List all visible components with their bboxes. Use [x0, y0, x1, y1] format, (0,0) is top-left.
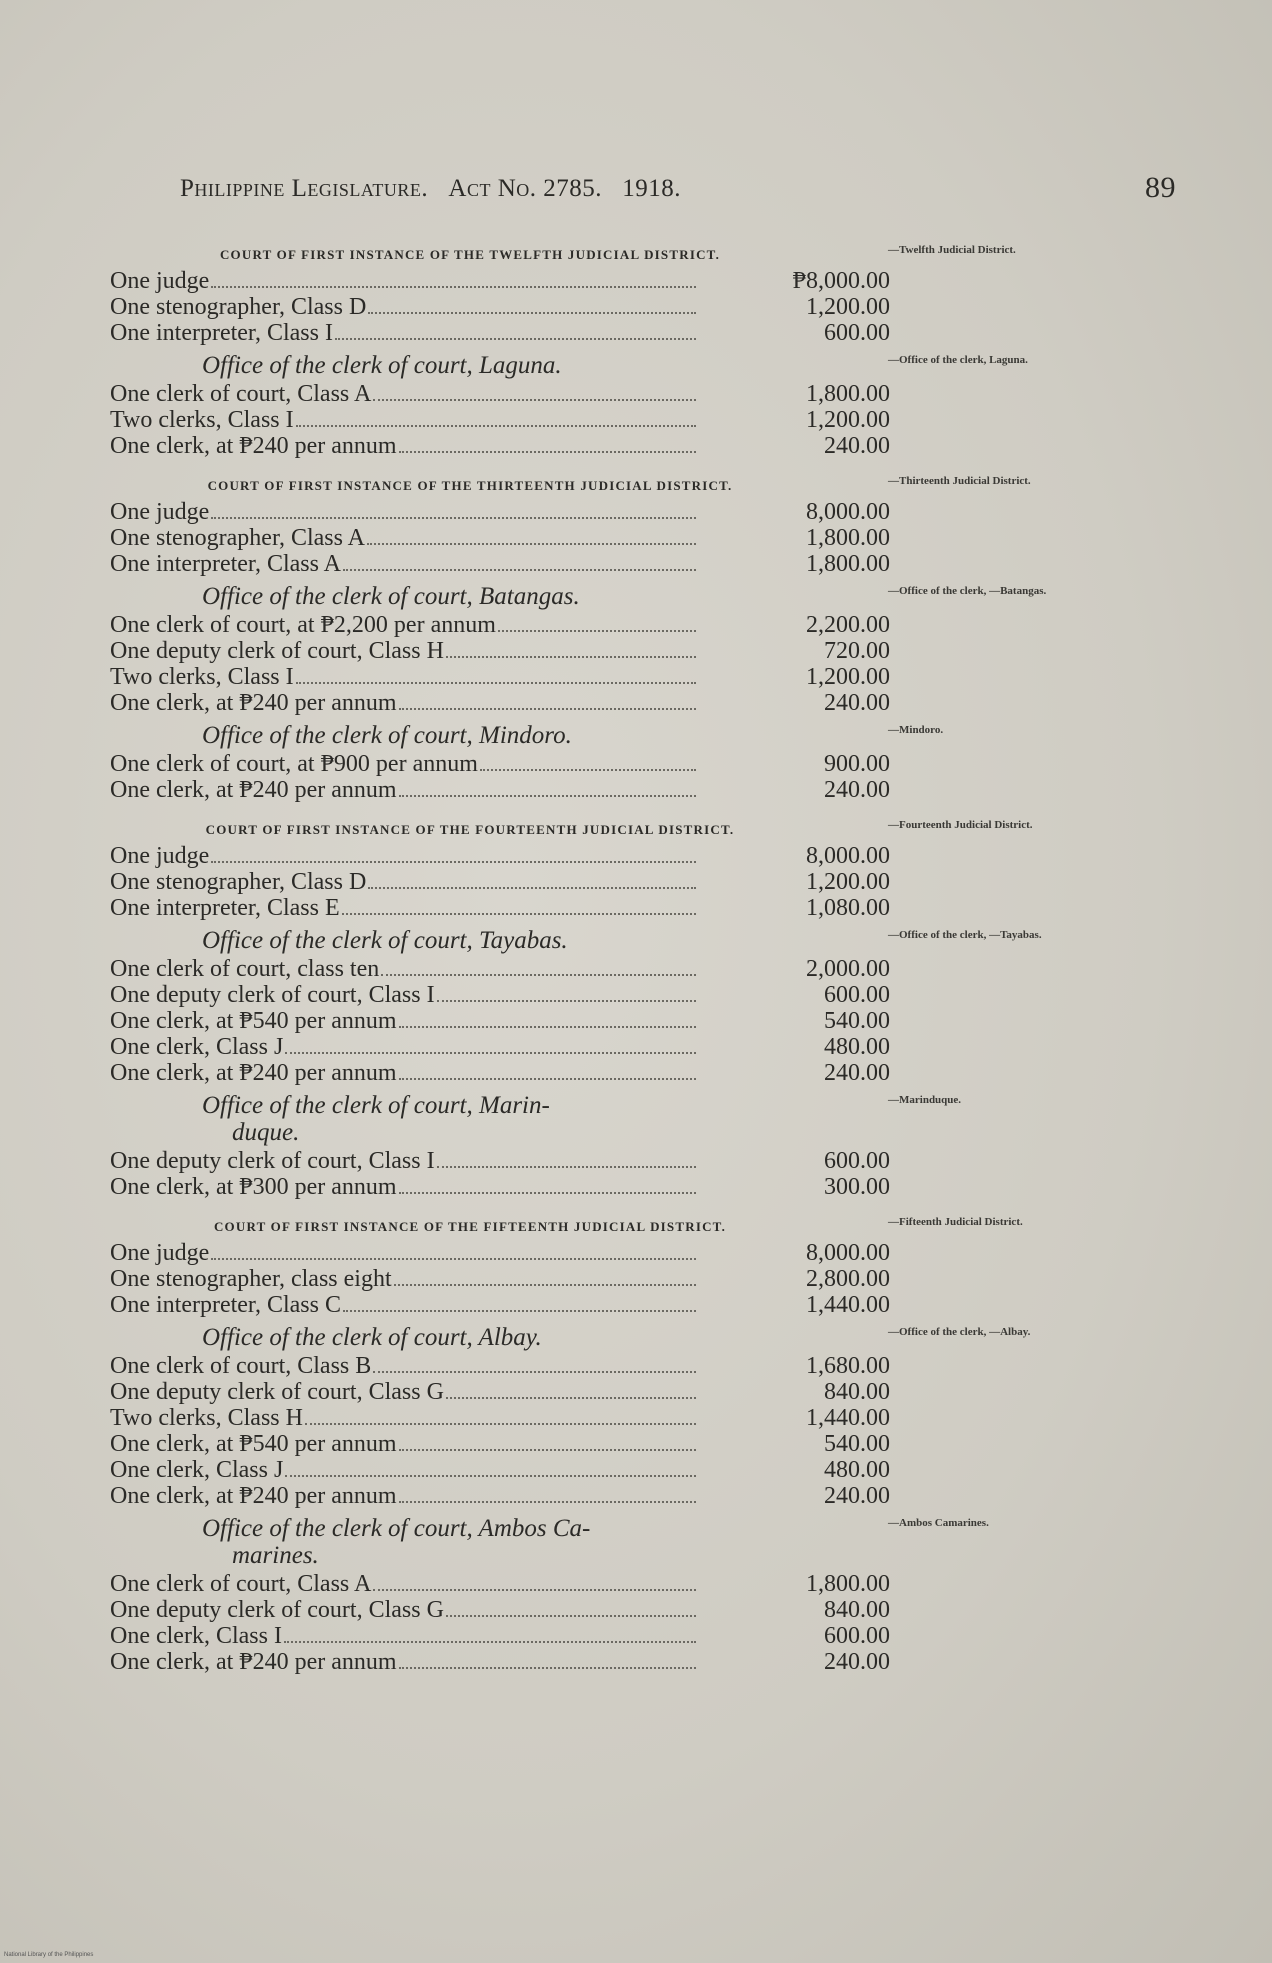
- item-label: One clerk, at ₱240 per annum: [110, 777, 397, 803]
- dot-leader: [305, 1423, 696, 1425]
- year: 1918.: [622, 175, 682, 202]
- office-title-text: Office of the clerk of court, Ambos Ca-: [202, 1515, 591, 1542]
- dot-leader: [446, 656, 696, 658]
- item-amount: 8,000.00: [806, 843, 890, 869]
- office-title-text: Office of the clerk of court, Marin-: [202, 1092, 550, 1119]
- margin-note: —Marinduque.: [888, 1094, 962, 1106]
- item-amount: 840.00: [824, 1379, 890, 1405]
- dot-leader: [343, 1310, 696, 1312]
- item-amount: 720.00: [824, 638, 890, 664]
- item-label: One interpreter, Class A: [110, 551, 341, 577]
- appropriation-row: [110, 1008, 890, 1034]
- item-label: One judge: [110, 268, 210, 294]
- dot-leader: [285, 1475, 696, 1477]
- item-label: One clerk, Class J: [110, 1034, 284, 1060]
- appropriation-row: [110, 320, 890, 346]
- dot-leader: [343, 569, 696, 571]
- dot-leader: [296, 682, 696, 684]
- section-heading: COURT OF FIRST INSTANCE OF THE THIRTEENTH JUDICIAL DISTRICT.: [207, 478, 733, 493]
- office-title-continuation: duque.: [232, 1119, 300, 1146]
- item-amount: 8,000.00: [806, 1240, 890, 1266]
- dot-leader: [211, 861, 696, 863]
- item-label: One judge: [110, 499, 210, 525]
- dot-leader: [446, 1615, 696, 1617]
- appropriation-row: [110, 551, 890, 577]
- item-label: Two clerks, Class I: [110, 664, 294, 690]
- office-title: [110, 583, 722, 610]
- dot-leader: [437, 1166, 696, 1168]
- appropriation-row: [110, 268, 890, 294]
- office-title: [110, 927, 722, 954]
- margin-note: —Office of the clerk, —Albay.: [888, 1326, 1031, 1338]
- item-amount: 240.00: [824, 1649, 890, 1675]
- dot-leader: [399, 1501, 696, 1503]
- dot-leader: [399, 1078, 696, 1080]
- item-amount: 1,440.00: [806, 1292, 890, 1318]
- item-label: One deputy clerk of court, Class H: [110, 638, 444, 664]
- office-title-text: Office of the clerk of court, Tayabas.: [202, 927, 568, 954]
- appropriation-row: [110, 1148, 890, 1174]
- appropriation-row: [110, 1483, 890, 1509]
- item-label: One clerk, at ₱240 per annum: [110, 1483, 397, 1509]
- item-amount: 240.00: [824, 1060, 890, 1086]
- item-amount: 240.00: [824, 690, 890, 716]
- item-amount: 600.00: [824, 982, 890, 1008]
- item-label: One deputy clerk of court, Class G: [110, 1379, 444, 1405]
- margin-note: —Mindoro.: [888, 724, 944, 736]
- item-label: One clerk of court, Class A: [110, 381, 372, 407]
- appropriation-row: [110, 407, 890, 433]
- item-amount: 240.00: [824, 1483, 890, 1509]
- margin-note: —Thirteenth Judicial District.: [888, 475, 1031, 487]
- item-amount: 240.00: [824, 777, 890, 803]
- item-amount: 240.00: [824, 433, 890, 459]
- item-amount: 1,200.00: [806, 664, 890, 690]
- item-amount: 2,000.00: [806, 956, 890, 982]
- item-amount: 540.00: [824, 1431, 890, 1457]
- item-label: One stenographer, Class D: [110, 869, 367, 895]
- item-label: One judge: [110, 1240, 210, 1266]
- appropriation-row: [110, 1431, 890, 1457]
- dot-leader: [373, 1589, 696, 1591]
- dot-leader: [399, 795, 696, 797]
- appropriation-row: [110, 751, 890, 777]
- item-amount: 1,800.00: [806, 551, 890, 577]
- footer-credit: National Library of the Philippines: [4, 1952, 94, 1958]
- item-amount: 2,200.00: [806, 612, 890, 638]
- item-label: One clerk, Class I: [110, 1623, 282, 1649]
- appropriation-row: [110, 1292, 890, 1318]
- item-label: One clerk, at ₱240 per annum: [110, 690, 397, 716]
- item-label: One clerk of court, class ten: [110, 956, 380, 982]
- appropriation-row: [110, 1597, 890, 1623]
- appropriation-row: [110, 895, 890, 921]
- dot-leader: [399, 1192, 696, 1194]
- margin-note: —Office of the clerk, Laguna.: [888, 354, 1028, 366]
- item-amount: 840.00: [824, 1597, 890, 1623]
- dot-leader: [399, 708, 696, 710]
- item-label: One deputy clerk of court, Class G: [110, 1597, 444, 1623]
- section-heading: COURT OF FIRST INSTANCE OF THE TWELFTH JUDICIAL DISTRICT.: [219, 247, 721, 262]
- margin-note: —Office of the clerk, —Tayabas.: [888, 929, 1042, 941]
- item-label: One clerk, at ₱540 per annum: [110, 1008, 397, 1034]
- dot-leader: [399, 1026, 696, 1028]
- dot-leader: [367, 543, 696, 545]
- appropriation-row: [110, 1174, 890, 1200]
- running-title: Philippine Legislature.: [180, 175, 429, 202]
- item-label: One clerk of court, at ₱2,200 per annum: [110, 612, 496, 638]
- appropriation-row: [110, 638, 890, 664]
- item-label: One stenographer, Class A: [110, 525, 365, 551]
- appropriation-row: [110, 843, 890, 869]
- dot-leader: [399, 1667, 696, 1669]
- dot-leader: [296, 425, 696, 427]
- appropriation-row: [110, 1379, 890, 1405]
- office-title: [110, 1324, 722, 1351]
- appropriation-row: [110, 664, 890, 690]
- margin-note: —Office of the clerk, —Batangas.: [888, 585, 1047, 597]
- appropriation-row: [110, 612, 890, 638]
- appropriation-row: [110, 1353, 890, 1379]
- dot-leader: [394, 1284, 696, 1286]
- dot-leader: [399, 451, 696, 453]
- appropriation-row: [110, 381, 890, 407]
- office-title: [110, 722, 722, 749]
- item-amount: 1,800.00: [806, 381, 890, 407]
- item-amount: 1,440.00: [806, 1405, 890, 1431]
- item-amount: 1,200.00: [806, 407, 890, 433]
- dot-leader: [211, 286, 696, 288]
- dot-leader: [368, 312, 696, 314]
- item-label: One deputy clerk of court, Class I: [110, 982, 435, 1008]
- item-amount: 1,800.00: [806, 1571, 890, 1597]
- office-title-text: Office of the clerk of court, Mindoro.: [202, 722, 572, 749]
- item-amount: 1,680.00: [806, 1353, 890, 1379]
- dot-leader: [211, 517, 696, 519]
- item-amount: 600.00: [824, 1148, 890, 1174]
- office-title-text: Office of the clerk of court, Batangas.: [202, 583, 580, 610]
- appropriation-row: [110, 525, 890, 551]
- dot-leader: [399, 1449, 696, 1451]
- item-amount: 8,000.00: [806, 499, 890, 525]
- item-amount: 480.00: [824, 1034, 890, 1060]
- item-amount: 2,800.00: [806, 1266, 890, 1292]
- item-amount: 1,800.00: [806, 525, 890, 551]
- item-label: One stenographer, Class D: [110, 294, 367, 320]
- dot-leader: [480, 769, 696, 771]
- office-title-text: Office of the clerk of court, Laguna.: [202, 352, 562, 379]
- dot-leader: [373, 1371, 696, 1373]
- office-title: [110, 352, 722, 379]
- office-title: [110, 1092, 722, 1146]
- dot-leader: [285, 1052, 696, 1054]
- page-header: [180, 171, 1180, 204]
- dot-leader: [368, 887, 696, 889]
- dot-leader: [381, 974, 696, 976]
- item-label: One clerk, at ₱540 per annum: [110, 1431, 397, 1457]
- item-label: One interpreter, Class E: [110, 895, 340, 921]
- appropriation-list: [110, 228, 890, 1675]
- dot-leader: [211, 1258, 696, 1260]
- margin-note: —Twelfth Judicial District.: [888, 244, 1016, 256]
- item-label: One stenographer, class eight: [110, 1266, 392, 1292]
- office-title: [110, 1515, 722, 1569]
- item-label: One clerk, at ₱240 per annum: [110, 1649, 397, 1675]
- dot-leader: [284, 1641, 696, 1643]
- appropriation-row: [110, 1405, 890, 1431]
- dot-leader: [335, 338, 696, 340]
- item-amount: 1,080.00: [806, 895, 890, 921]
- dot-leader: [446, 1397, 696, 1399]
- appropriation-row: [110, 690, 890, 716]
- appropriation-row: [110, 1623, 890, 1649]
- item-label: One clerk, at ₱300 per annum: [110, 1174, 397, 1200]
- item-label: One clerk of court, Class B: [110, 1353, 372, 1379]
- dot-leader: [342, 913, 696, 915]
- item-label: Two clerks, Class H: [110, 1405, 303, 1431]
- item-amount: 600.00: [824, 320, 890, 346]
- appropriation-row: [110, 499, 890, 525]
- item-label: Two clerks, Class I: [110, 407, 294, 433]
- appropriation-row: [110, 1240, 890, 1266]
- appropriation-row: [110, 869, 890, 895]
- item-amount: 1,200.00: [806, 294, 890, 320]
- item-label: One clerk, Class J: [110, 1457, 284, 1483]
- item-label: One clerk of court, Class A: [110, 1571, 372, 1597]
- appropriation-row: [110, 294, 890, 320]
- appropriation-row: [110, 956, 890, 982]
- item-amount: 300.00: [824, 1174, 890, 1200]
- item-label: One interpreter, Class C: [110, 1292, 341, 1318]
- item-amount: 540.00: [824, 1008, 890, 1034]
- item-amount: 1,200.00: [806, 869, 890, 895]
- appropriation-row: [110, 1034, 890, 1060]
- appropriation-row: [110, 433, 890, 459]
- dot-leader: [437, 1000, 696, 1002]
- appropriation-row: [110, 1571, 890, 1597]
- item-label: One judge: [110, 843, 210, 869]
- page-number: 89: [1145, 171, 1176, 204]
- item-label: One interpreter, Class I: [110, 320, 333, 346]
- act-number: Act No. 2785.: [448, 175, 603, 202]
- item-amount: ₱8,000.00: [792, 268, 890, 294]
- item-amount: 480.00: [824, 1457, 890, 1483]
- item-amount: 900.00: [824, 751, 890, 777]
- section-heading: COURT OF FIRST INSTANCE OF THE FIFTEENTH JUDICIAL DISTRICT.: [213, 1219, 727, 1234]
- appropriation-row: [110, 1649, 890, 1675]
- dot-leader: [373, 399, 696, 401]
- margin-note: —Fourteenth Judicial District.: [888, 819, 1033, 831]
- item-label: One deputy clerk of court, Class I: [110, 1148, 435, 1174]
- appropriation-row: [110, 1266, 890, 1292]
- appropriation-row: [110, 777, 890, 803]
- appropriation-row: [110, 1457, 890, 1483]
- appropriation-row: [110, 1060, 890, 1086]
- item-amount: 600.00: [824, 1623, 890, 1649]
- office-title-text: Office of the clerk of court, Albay.: [202, 1324, 542, 1351]
- dot-leader: [498, 630, 696, 632]
- item-label: One clerk, at ₱240 per annum: [110, 433, 397, 459]
- item-label: One clerk, at ₱240 per annum: [110, 1060, 397, 1086]
- item-label: One clerk of court, at ₱900 per annum: [110, 751, 478, 777]
- section-heading: COURT OF FIRST INSTANCE OF THE FOURTEENTH JUDICIAL DISTRICT.: [205, 822, 735, 837]
- office-title-continuation: marines.: [232, 1542, 319, 1569]
- appropriation-row: [110, 982, 890, 1008]
- margin-note: —Fifteenth Judicial District.: [888, 1216, 1023, 1228]
- margin-note: —Ambos Camarines.: [888, 1517, 989, 1529]
